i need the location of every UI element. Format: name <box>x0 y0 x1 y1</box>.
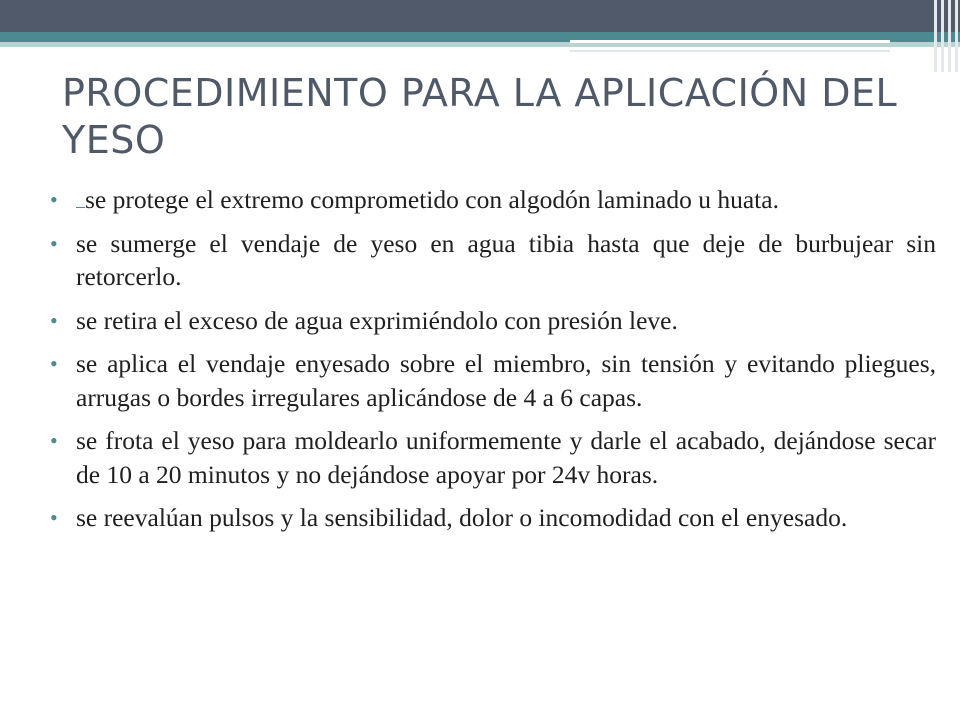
bullet-item <box>48 424 936 491</box>
bullet-text: se aplica el vendaje enyesado sobre el miembro, sin tensión y evitando pliegues, arrugas o bordes irregulares aplicándose de 4 a 6 capas. <box>76 349 936 412</box>
corner-stripes <box>930 0 960 72</box>
header-bar <box>0 0 960 32</box>
bullet-item <box>48 183 936 217</box>
bullet-icon: • <box>50 230 58 256</box>
bullet-item <box>48 501 936 535</box>
bullet-text: se reevalúan pulsos y la sensibilidad, dolor o incomodidad con el enyesado. <box>76 503 848 532</box>
bullet-icon: • <box>50 505 58 530</box>
bullet-icon: • <box>50 351 58 376</box>
bullet-text: se frota el yeso para moldearlo uniformemente y darle el acabado, dejándose secar de 10 a 20 minutos y no dejándose apoyar por 24v horas. <box>76 426 936 489</box>
decorative-line <box>570 50 890 52</box>
bullet-list <box>48 183 936 545</box>
bullet-icon: • <box>50 307 58 333</box>
bullet-item <box>48 227 936 294</box>
bullet-item <box>48 347 936 414</box>
bullet-text: se sumerge el vendaje de yeso en agua tibia hasta que deje de burbujear sin retorcerlo. <box>76 228 936 291</box>
bullet-text: se retira el exceso de agua exprimiéndolo con presión leve. <box>76 305 678 335</box>
underline-mark <box>76 185 85 208</box>
bullet-text: se protege el extremo comprometido con algodón laminado u huata. <box>85 185 779 214</box>
slide-title: PROCEDIMIENTO PARA LA APLICACIÓN DEL YESO <box>62 71 898 162</box>
bullet-icon: • <box>50 187 58 212</box>
bullet-icon: • <box>50 428 58 453</box>
bullet-item <box>48 304 936 338</box>
decorative-line <box>570 40 890 43</box>
